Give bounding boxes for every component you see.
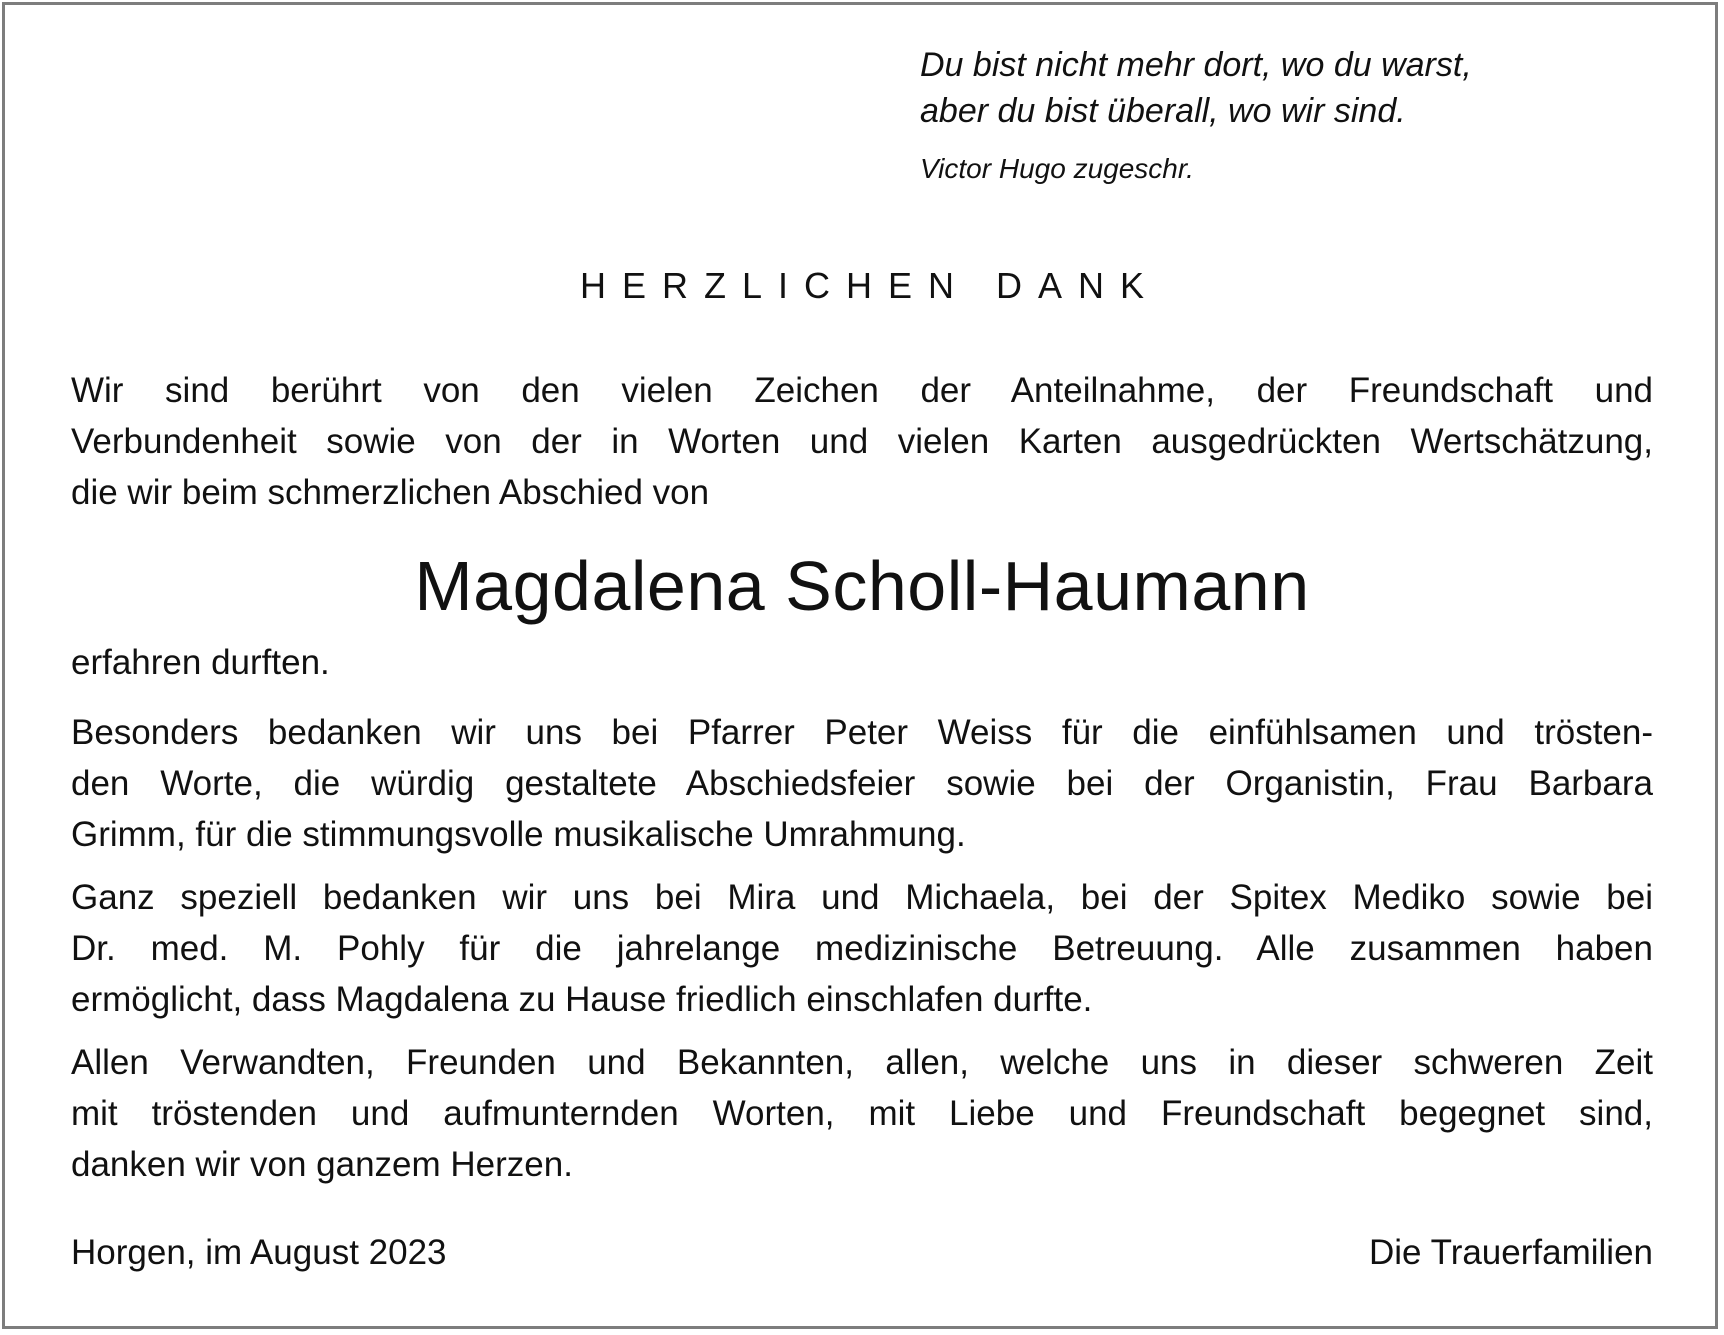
quote-line-2: aber du bist überall, wo wir sind.	[920, 92, 1406, 130]
paragraph-line: Besonders bedanken wir uns bei Pfarrer Peter Weiss für die einfühlsamen und trösten-	[71, 713, 1653, 752]
paragraph-line: danken wir von ganzem Herzen.	[71, 1145, 573, 1184]
place-and-date: Horgen, im August 2023	[71, 1233, 447, 1272]
deceased-name: Magdalena Scholl-Haumann	[414, 547, 1310, 625]
paragraph-line: Dr. med. M. Pohly für die jahrelange medizinische Betreuung. Alle zusammen haben	[71, 929, 1653, 968]
paragraph-line: Grimm, für die stimmungsvolle musikalische Umrahmung.	[71, 815, 966, 854]
paragraph-intro-end	[71, 637, 1653, 688]
paragraph-line: ermöglicht, dass Magdalena zu Hause friedlich einschlafen durfte.	[71, 980, 1093, 1019]
epigraph-quote	[920, 42, 1680, 134]
paragraph-line: Allen Verwandten, Freunden und Bekannten, allen, welche uns in dieser schweren Zeit	[71, 1043, 1653, 1082]
paragraph-line: die wir beim schmerzlichen Abschied von	[71, 473, 710, 512]
paragraph-line: Ganz speziell bedanken wir uns bei Mira und Michaela, bei der Spitex Mediko sowie bei	[71, 878, 1653, 917]
paragraph-line: mit tröstenden und aufmunternden Worten, mit Liebe und Freundschaft begegnet sind,	[71, 1094, 1653, 1133]
paragraph-thanks-all	[71, 1037, 1653, 1190]
paragraph-thanks-pastor	[71, 707, 1653, 860]
signature: Die Trauerfamilien	[1369, 1233, 1653, 1272]
paragraph-intro	[71, 365, 1653, 518]
notice-heading: HERZLICHEN DANK	[579, 265, 1161, 306]
quote-author: Victor Hugo zugeschr.	[920, 153, 1194, 184]
paragraph-line: den Worte, die würdig gestaltete Abschiedsfeier sowie bei der Organistin, Frau Barbara	[71, 764, 1653, 803]
paragraph-thanks-care	[71, 872, 1653, 1025]
quote-line-1: Du bist nicht mehr dort, wo du warst,	[920, 46, 1472, 84]
paragraph-line: erfahren durften.	[71, 643, 330, 682]
paragraph-line: Wir sind berührt von den vielen Zeichen der Anteilnahme, der Freundschaft und	[71, 371, 1653, 410]
paragraph-line: Verbundenheit sowie von der in Worten und vielen Karten ausgedrückten Wertschätzung,	[71, 422, 1653, 461]
